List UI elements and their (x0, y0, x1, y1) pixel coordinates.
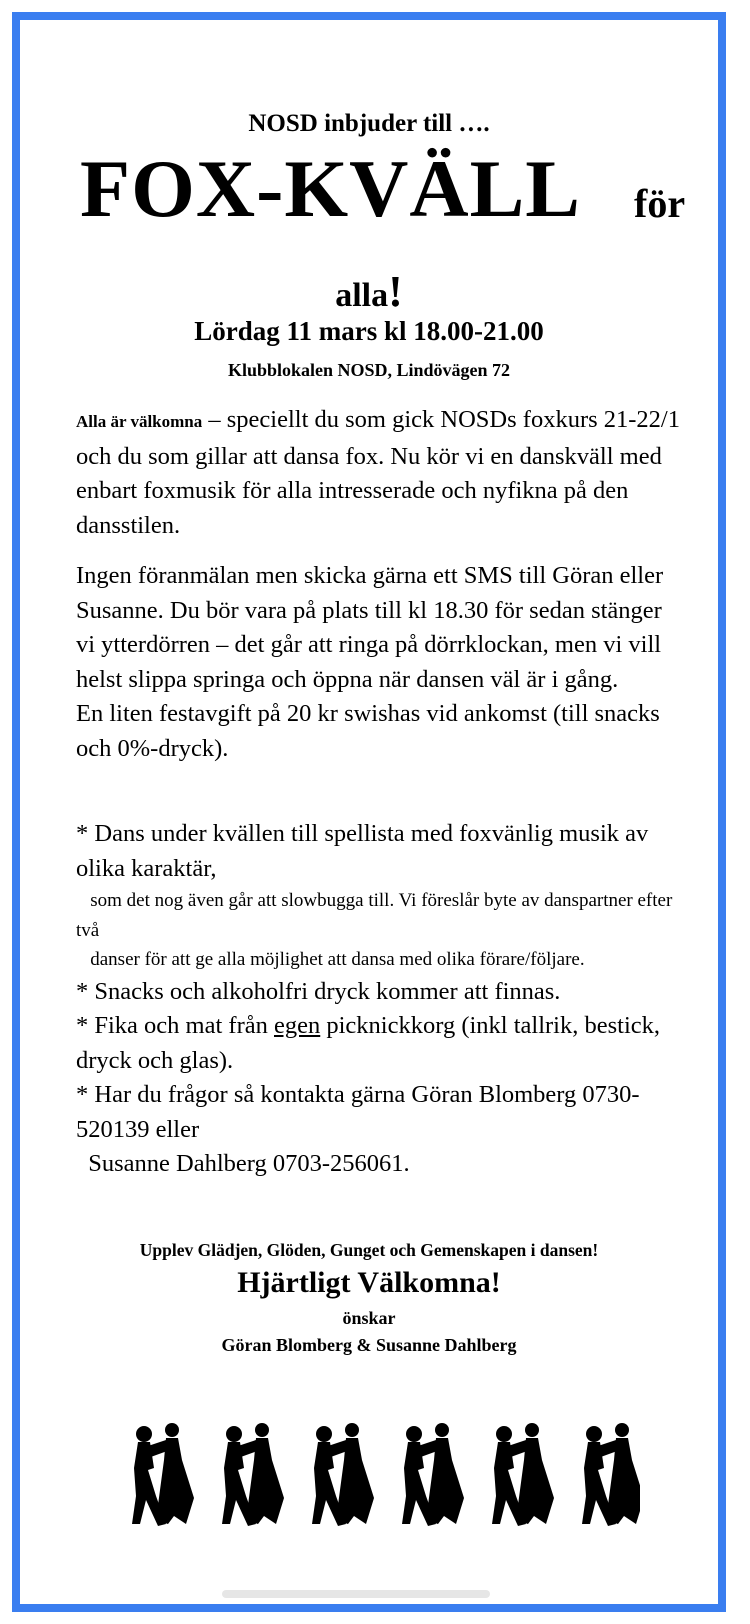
paragraph-welcome (76, 403, 686, 543)
dancing-couple-icon (582, 1423, 640, 1526)
event-title-suffix: för (634, 181, 686, 226)
welcome-lead: Alla är välkomna (76, 412, 203, 431)
list-item-picnic (76, 1009, 686, 1078)
paragraph-info (76, 559, 686, 766)
list-item-snacks: * Snacks och alkoholfri dryck kommer att finnas. (76, 977, 561, 1005)
picnic-text-a: * Fika och mat från (76, 1012, 274, 1039)
list-item-dance: * Dans under kvällen till spellista med foxvänlig musik av olika karaktär, (76, 820, 649, 882)
alla-word: alla (335, 277, 389, 314)
list-item-contact-cont: Susanne Dahlberg 0703-256061. (76, 1150, 410, 1177)
flyer-frame (12, 12, 726, 1612)
invite-line: NOSD inbjuder till …. (248, 110, 490, 137)
dancing-couple-icon (132, 1423, 194, 1526)
list-item-contact: * Har du frågor så kontakta gärna Göran Blomberg 0730-520139 eller (76, 1081, 640, 1143)
event-title-alla (20, 266, 718, 317)
event-date: Lördag 11 mars kl 18.00-21.00 (194, 316, 544, 346)
dancing-couple-icon (402, 1423, 464, 1526)
welcome-text: – speciellt du som gick NOSDs foxkurs 21-22/1 och du som gillar att dansa fox. Nu kör vi en danskväll med enbart foxmusik för alla intresserade och nyfikna på den dansstilen. (76, 406, 680, 539)
fee-text: En liten festavgift på 20 kr swishas vid ankomst (till snacks och 0%-dryck). (76, 700, 660, 762)
wish-text: önskar (342, 1308, 396, 1328)
picnic-text-b: picknickkorg (inkl tallrik, bestick, dryck och glas). (76, 1012, 661, 1074)
tagline: Upplev Glädjen, Glöden, Gunget och Gemenskapen i dansen! (139, 1240, 599, 1260)
picnic-underlined: egen (274, 1012, 321, 1039)
event-venue: Klubblokalen NOSD, Lindövägen 72 (227, 360, 511, 380)
list-item-dance-cont1: som det nog även går att slowbugga till. Vi föreslår byte av danspartner efter två (76, 890, 678, 941)
dancing-couple-icon (222, 1423, 284, 1526)
home-indicator[interactable] (222, 1590, 490, 1598)
dancing-couple-icon (312, 1423, 374, 1526)
alla-exclaim: ! (388, 267, 403, 316)
organizer-names: Göran Blomberg & Susanne Dahlberg (221, 1335, 517, 1355)
dancing-couple-icon (492, 1423, 554, 1526)
welcome-heading: Hjärtligt Välkomna! (237, 1266, 501, 1299)
list-item-dance-cont2: danser för att ge alla möjlighet att dansa med olika förare/följare. (76, 949, 585, 970)
info-list (76, 817, 686, 1182)
info-text: Ingen föranmälan men skicka gärna ett SMS till Göran eller Susanne. Du bör vara på plats till kl 18.30 för sedan stänger vi ytterdörren – det går att ringa på dörrklockan, men vi vill helst slippa springa och öppna när dansen väl är i gång. (76, 562, 664, 693)
dancing-couples-row (110, 1420, 640, 1530)
event-title: FOX-KVÄLL (80, 143, 581, 234)
